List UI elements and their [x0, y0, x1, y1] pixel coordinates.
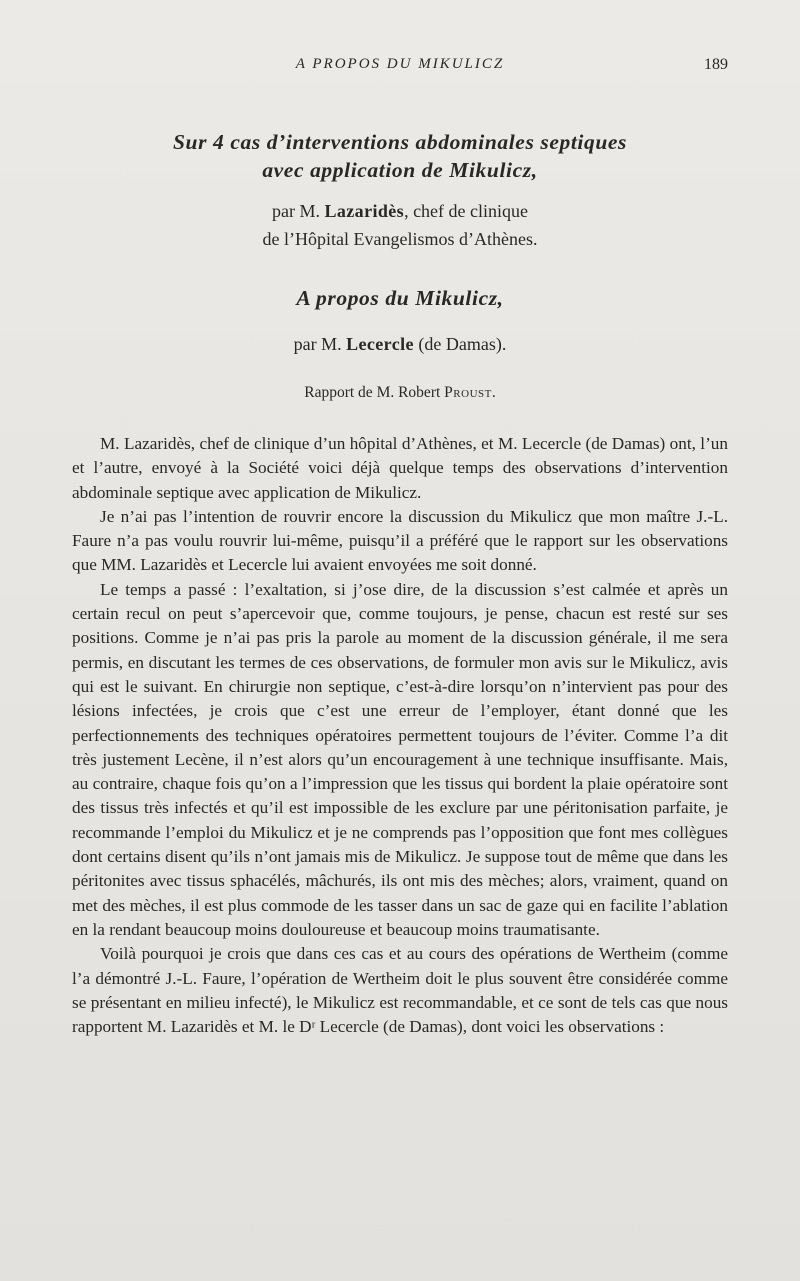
report-name: Proust [444, 384, 492, 401]
paragraph-3: Le temps a passé : l’exaltation, si j’ose dire, de la discussion s’est calmée et après un certain recul on peut s’apercevoir que, comme toujours, je pense, chacun est resté sur ses positions. Comme je n’ai pas pris la parole au moment de la discussion générale, il me sera permis, en discutant les termes de ces observations, de formuler mon avis sur le Mikulicz, avis qui est le suivant. En chirurgie non septique, c’est-à-dire lorsqu’on n’intervient pas pour des lésions infectées, je crois que c’est une erreur de l’employer, étant donné que les perfectionnements des techniques opératoires permettent toujours de l’éviter. Comme l’a dit très justement Lecène, il n’est alors qu’un encouragement à une technique insuffisante. Mais, au contraire, chaque fois qu’on a l’impression que les tissus qui bordent la plaie opératoire sont des tissus très infectés et qu’il est impossible de les exclure par une péritonisation parfaite, je recommande l’emploi du Mikulicz et je ne comprends pas l’opposition que font mes collègues dont certains disent qu’ils n’ont jamais mis de Mikulicz. Je suppose tout de même que dans les péritonites avec tissus sphacélés, mâchurés, ils ont mis des mèches; alors, vraiment, quand on met des mèches, il est plus commode de les tasser dans un sac de gaze qui en facilite l’ablation en la rendant beaucoup moins douloureuse et beaucoup moins traumatisante. [72, 579, 728, 939]
running-title: A PROPOS DU MIKULICZ [295, 56, 505, 72]
article-title [72, 128, 728, 184]
section-byline [72, 330, 728, 358]
section-byline-location: (de Damas). [413, 334, 507, 354]
article-byline-line-2: de l’Hôpital Evangelismos d’Athènes. [262, 229, 538, 249]
page-number: 189 [704, 56, 728, 73]
report-line [72, 381, 728, 405]
section-author-name: Lecercle [346, 334, 414, 354]
byline-affiliation: , chef de clinique [404, 201, 529, 221]
paragraph-1: M. Lazaridès, chef de clinique d’un hôpital d’Athènes, et M. Lecercle (de Damas) ont, l’un et l’autre, envoyé à la Société voici déjà quelque temps des observations d’intervention abdominale septique avec application de Mikulicz. [72, 434, 728, 502]
section-byline-prefix: par M. [293, 334, 347, 354]
article-byline-line-1 [72, 197, 728, 225]
section-title: A propos du Mikulicz, [296, 286, 504, 310]
running-header [72, 56, 728, 80]
article-title-line-1: Sur 4 cas d’interventions abdominales septiques [172, 130, 628, 154]
byline-prefix: par M. [271, 201, 325, 221]
report-prefix: Rapport de M. Robert [304, 384, 445, 401]
paragraph-4: Voilà pourquoi je crois que dans ces cas et au cours des opérations de Wertheim (comme l’a démontré J.-L. Faure, l’opération de Wertheim doit le plus souvent être considérée comme se présentant en milieu infecté), le Mikulicz est recommandable, et ce sont de tels cas que nous rapportent M. Lazaridès et M. le Dʳ Lecercle (de Damas), dont voici les observations : [72, 944, 728, 1037]
article-byline [72, 197, 728, 253]
body-text [72, 432, 728, 1039]
author-name: Lazaridès [324, 201, 405, 221]
article-title-line-2: avec application de Mikulicz, [262, 158, 538, 182]
report-suffix: . [491, 384, 496, 401]
paragraph-2: Je n’ai pas l’intention de rouvrir encore la discussion du Mikulicz que mon maître J.-L. Faure n’a pas voulu rouvrir lui-même, puisqu’il a préféré que le rapport sur les observations que MM. Lazaridès et Lecercle lui avaient envoyées me soit donné. [72, 506, 728, 575]
